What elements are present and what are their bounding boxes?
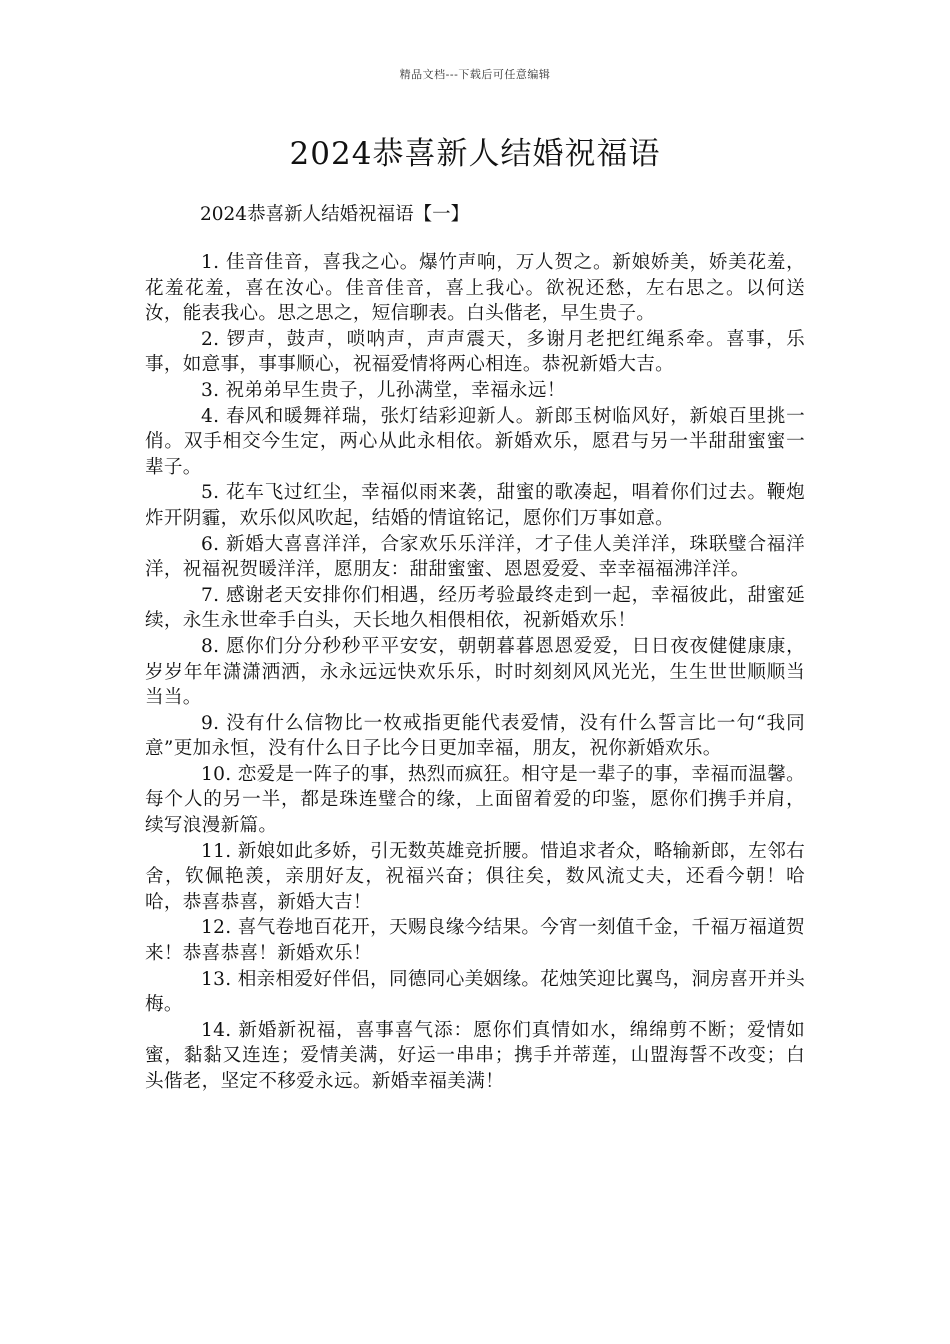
blessing-item: 1. 佳音佳音，喜我之心。爆竹声响，万人贺之。新娘娇美，娇美花羞，花羞花羞，喜在汝心。佳音佳音，喜上我心。欲祝还愁，左右思之。以何送汝，能表我心。思之思之，短信聊表。白头偕老，早生贵子。 bbox=[145, 252, 805, 325]
header-note: 精品文档---下载后可任意编辑 bbox=[399, 68, 551, 81]
blessing-item: 14. 新婚新祝福，喜事喜气添：愿你们真情如水，绵绵剪不断；爱情如蜜，黏黏又连连；爱情美满，好运一串串；携手并蒂莲，山盟海誓不改变；白头偕老，坚定不移爱永远。新婚幸福美满！ bbox=[145, 1019, 805, 1092]
blessing-item: 3. 祝弟弟早生贵子，儿孙满堂，幸福永远！ bbox=[201, 379, 566, 401]
blessing-item: 11. 新娘如此多娇，引无数英雄竞折腰。惜追求者众，略输新郎，左邻右舍，钦佩艳羡，亲朋好友，祝福兴奋；俱往矣，数风流丈夫，还看今朝！哈哈，恭喜恭喜，新婚大吉！ bbox=[145, 840, 805, 913]
blessing-item: 12. 喜气卷地百花开，天赐良缘今结果。今宵一刻值千金，千福万福道贺来！恭喜恭喜！新婚欢乐！ bbox=[145, 917, 805, 965]
blessing-item: 6. 新婚大喜喜洋洋，合家欢乐乐洋洋，才子佳人美洋洋，珠联璧合福洋洋，祝福祝贺暖洋洋，愿朋友：甜甜蜜蜜、恩恩爱爱、幸幸福福沸洋洋。 bbox=[145, 533, 805, 581]
blessing-item: 10. 恋爱是一阵子的事，热烈而疯狂。相守是一辈子的事，幸福而温馨。每个人的另一半，都是珠连璧合的缘，上面留着爱的印鉴，愿你们携手并肩，续写浪漫新篇。 bbox=[145, 763, 805, 837]
blessing-item: 9. 没有什么信物比一枚戒指更能代表爱情，没有什么誓言比一句“我同意”更加永恒，没有什么日子比今日更加幸福，朋友，祝你新婚欢乐。 bbox=[145, 712, 805, 760]
section-heading: 2024恭喜新人结婚祝福语【一】 bbox=[200, 204, 470, 225]
blessing-item: 2. 锣声，鼓声，唢呐声，声声震天，多谢月老把红绳系牵。喜事，乐事，如意事，事事顺心，祝福爱情将两心相连。恭祝新婚大吉。 bbox=[145, 328, 805, 376]
document-title: 2024恭喜新人结婚祝福语 bbox=[289, 136, 661, 172]
blessing-item: 7. 感谢老天安排你们相遇，经历考验最终走到一起，幸福彼此，甜蜜延续，永生永世牵手白头，天长地久相偎相依，祝新婚欢乐！ bbox=[145, 584, 805, 632]
blessing-item: 8. 愿你们分分秒秒平平安安，朝朝暮暮恩恩爱爱，日日夜夜健健康康，岁岁年年潇潇洒洒，永永远远快欢乐乐，时时刻刻风风光光，生生世世顺顺当当当。 bbox=[145, 635, 805, 709]
blessing-item: 13. 相亲相爱好伴侣，同德同心美姻缘。花烛笑迎比翼鸟，洞房喜开并头梅。 bbox=[145, 968, 805, 1016]
blessing-item: 5. 花车飞过红尘，幸福似雨来袭，甜蜜的歌凑起，唱着你们过去。鞭炮炸开阴霾，欢乐似风吹起，结婚的情谊铭记，愿你们万事如意。 bbox=[145, 482, 805, 529]
blessing-item: 4. 春风和暖舞祥瑞，张灯结彩迎新人。新郎玉树临风好，新娘百里挑一俏。双手相交今生定，两心从此永相依。新婚欢乐，愿君与另一半甜甜蜜蜜一辈子。 bbox=[145, 405, 805, 478]
blessing-list bbox=[145, 250, 805, 1095]
